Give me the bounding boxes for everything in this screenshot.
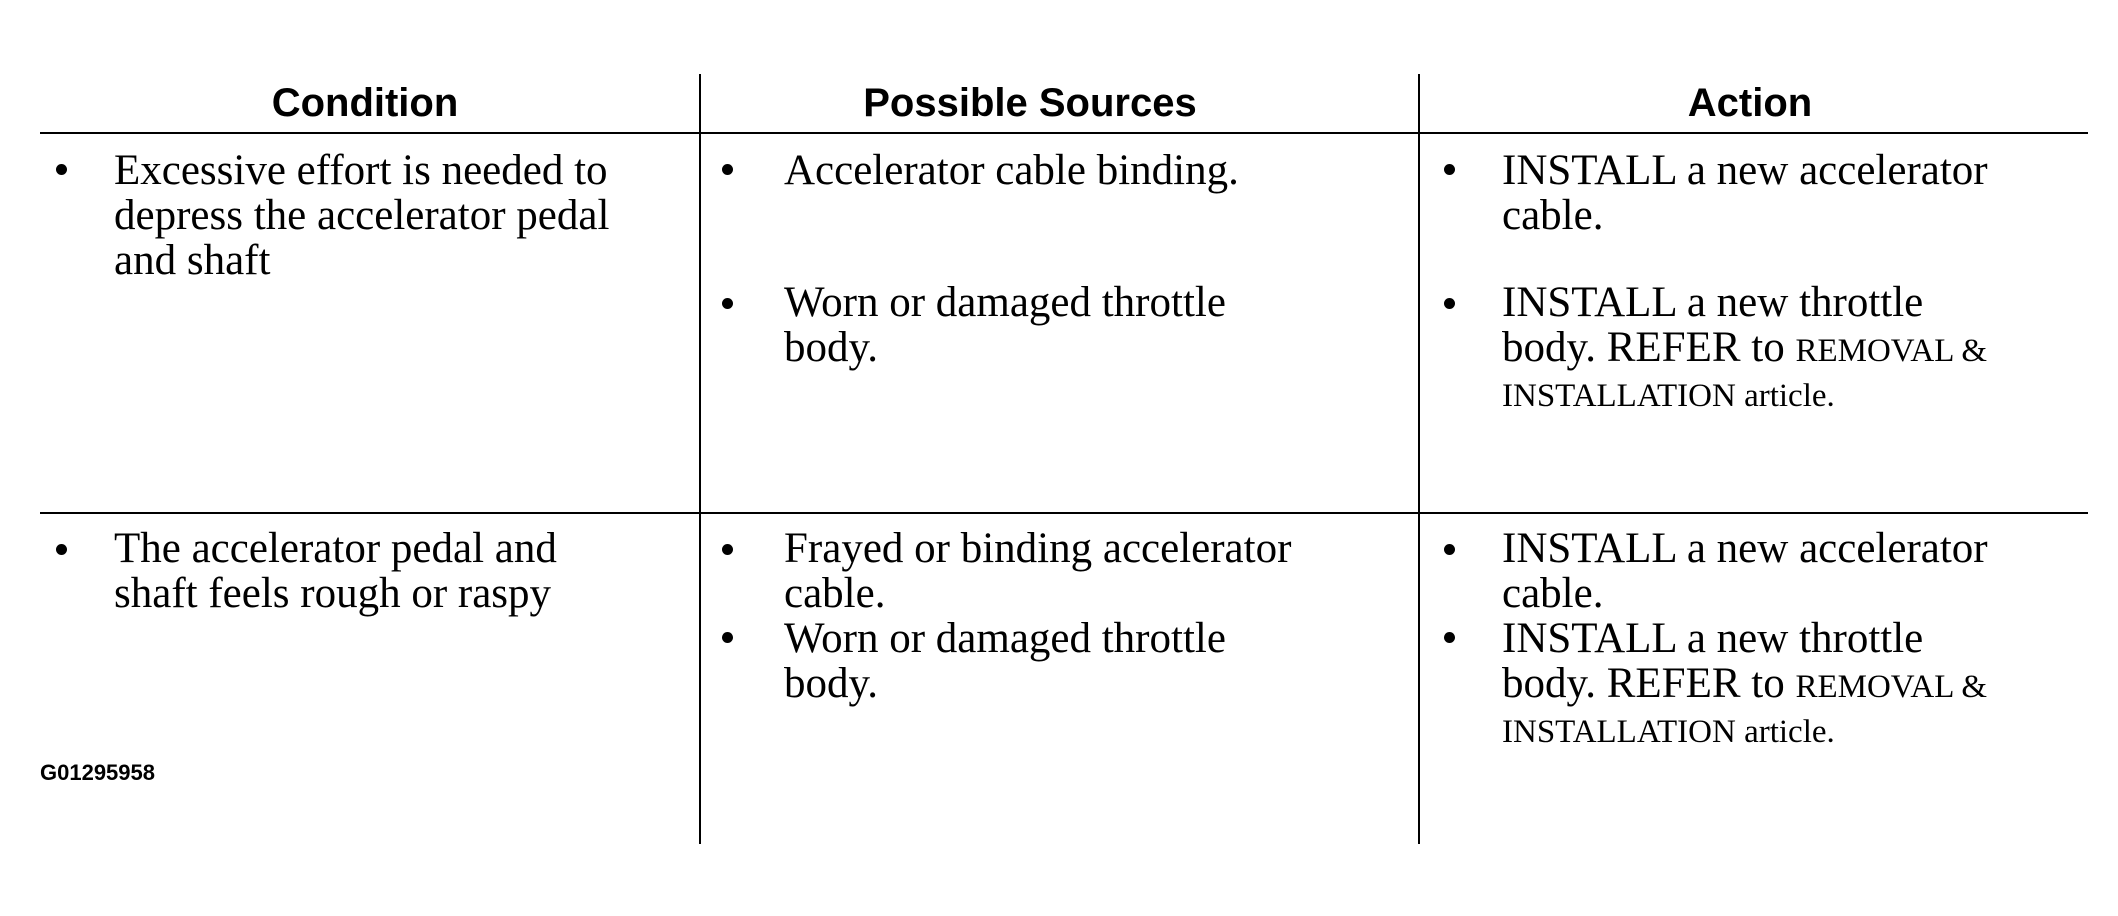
- column-divider-1: [699, 74, 701, 844]
- bullet-icon: [1444, 632, 1455, 643]
- row-divider: [40, 512, 2088, 514]
- header-action: Action: [1687, 81, 1813, 125]
- condition-text: Excessive effort is needed to depress the accelerator pedal and shaft: [114, 147, 610, 284]
- source-text: Frayed or binding accelerator cable.: [784, 525, 1292, 617]
- header-possible-sources: Possible Sources: [863, 81, 1197, 125]
- source-text: Accelerator cable binding.: [784, 147, 1239, 194]
- action-text: INSTALL a new accelerator cable.: [1502, 147, 1988, 239]
- action-text: INSTALL a new throttle body. REFER to REMOVAL & INSTALLATION article.: [1502, 615, 1988, 750]
- action-text: INSTALL a new throttle body. REFER to REMOVAL & INSTALLATION article.: [1502, 279, 1988, 414]
- bullet-icon: [722, 298, 733, 309]
- header-rule: [40, 132, 2088, 134]
- bullet-icon: [722, 632, 733, 643]
- column-divider-2: [1418, 74, 1420, 844]
- source-text: Worn or damaged throttle body.: [784, 615, 1226, 707]
- action-text: INSTALL a new accelerator cable.: [1502, 525, 1988, 617]
- condition-text: The accelerator pedal and shaft feels rough or raspy: [114, 525, 557, 617]
- source-text: Worn or damaged throttle body.: [784, 279, 1226, 371]
- figure-id: G01295958: [40, 760, 155, 785]
- bullet-icon: [1444, 164, 1455, 175]
- bullet-icon: [1444, 298, 1455, 309]
- header-condition: Condition: [271, 81, 459, 125]
- bullet-icon: [1444, 544, 1455, 555]
- bullet-icon: [722, 164, 733, 175]
- bullet-icon: [56, 164, 67, 175]
- bullet-icon: [56, 544, 67, 555]
- bullet-icon: [722, 544, 733, 555]
